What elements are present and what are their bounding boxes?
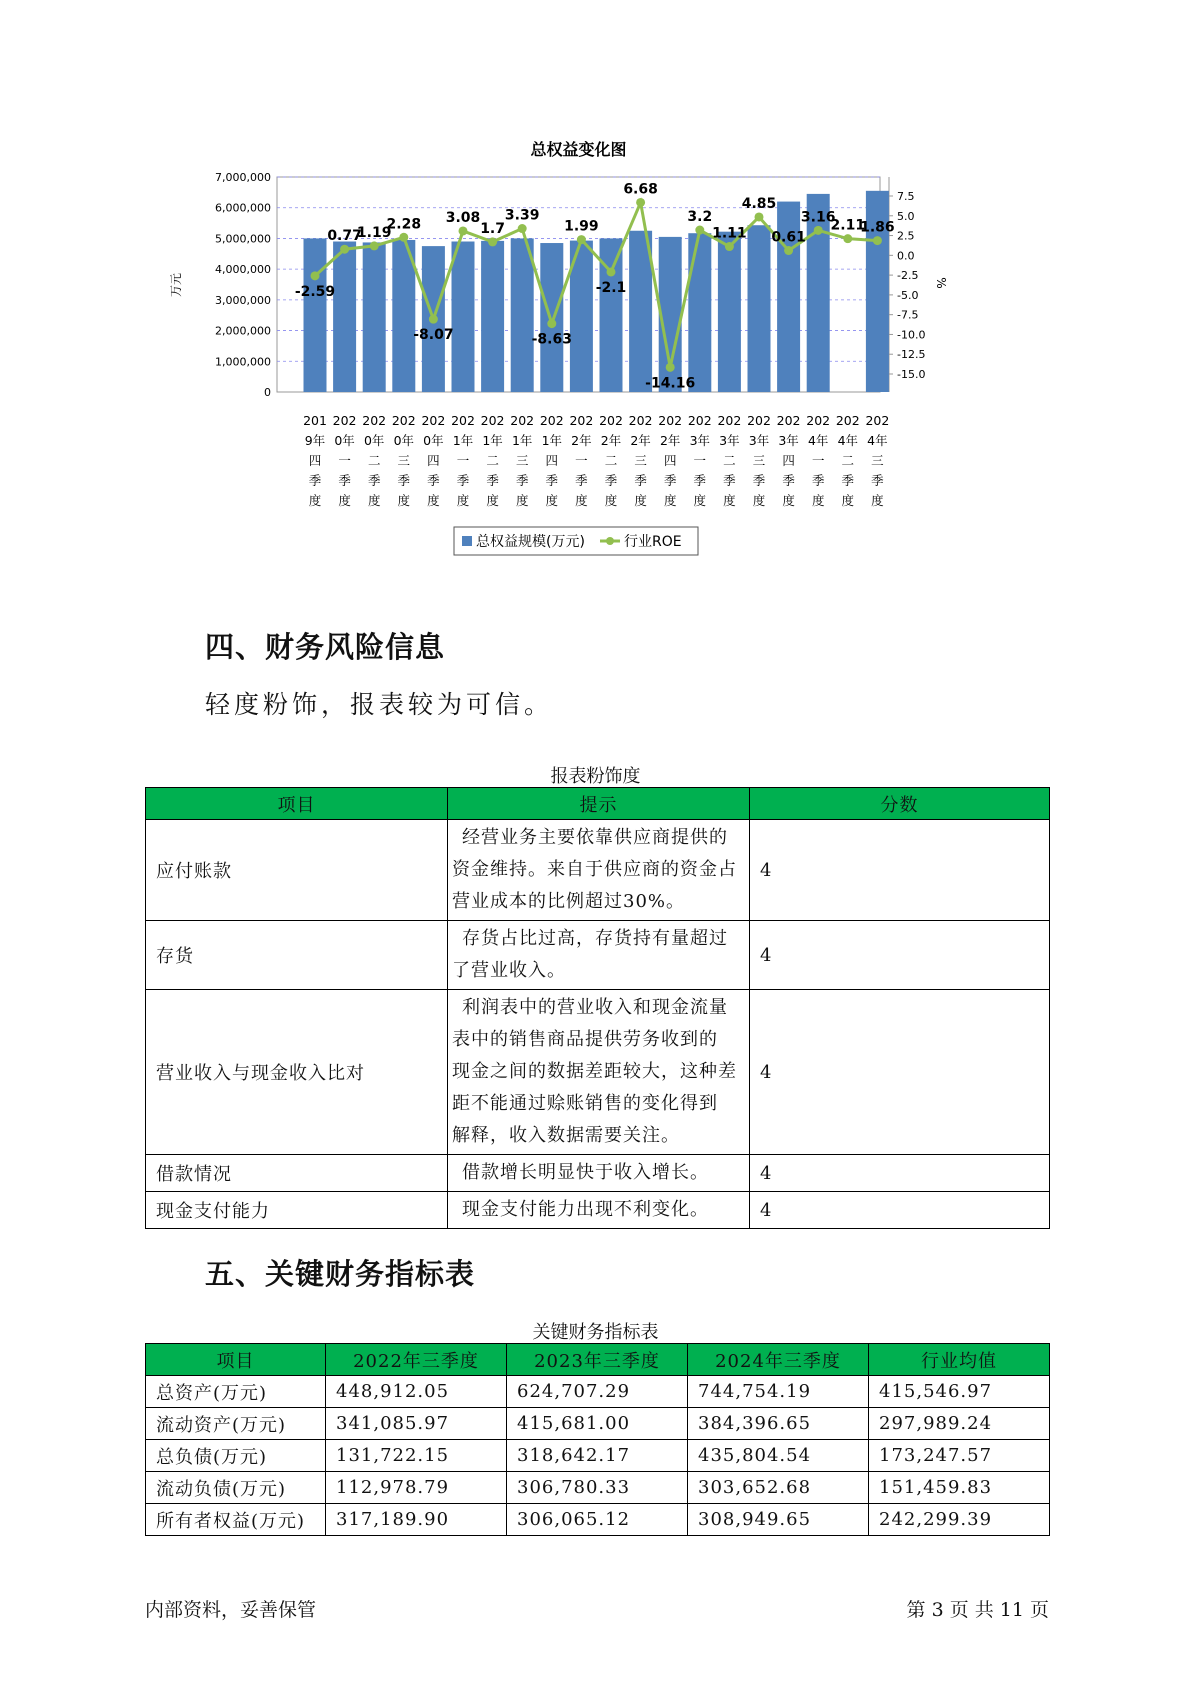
x-tick-label: 202 [658,413,683,428]
risk-tip-cell [448,990,750,1155]
x-tick-label: 二 [367,453,381,468]
x-tick-label: 一 [693,453,707,468]
risk-score-cell: 4 [750,921,1050,990]
y-tick-label: 3,000,000 [215,293,271,307]
y2-tick-label: 0.0 [897,249,915,263]
roe-data-label: 3.16 [800,209,836,226]
x-tick-label: 季 [782,473,795,488]
equity-bar [718,232,741,392]
equity-bar [304,238,327,392]
kpi-value-cell: 303,652.68 [688,1472,869,1504]
kpi-table-row [146,1408,1050,1440]
kpi-value-cell: 297,989.24 [869,1408,1050,1440]
x-tick-label: 1年 [452,433,474,448]
kpi-value-cell: 415,546.97 [869,1376,1050,1408]
x-tick-label: 度 [367,493,381,508]
x-tick-label: 四 [782,453,795,468]
risk-item-cell: 借款情况 [146,1155,448,1192]
x-tick-label: 202 [717,413,742,428]
x-tick-label: 度 [456,493,470,508]
x-tick-label: 季 [575,473,588,488]
x-tick-label: 二 [841,453,855,468]
x-tick-label: 季 [752,473,766,488]
y2-tick-label: -15.0 [897,368,926,381]
x-tick-label: 季 [811,473,825,488]
x-tick-label: 季 [723,473,736,488]
x-tick-label: 202 [332,413,357,428]
header-score: 分数 [750,788,1050,820]
x-tick-label: 度 [752,493,766,508]
x-tick-label: 202 [391,413,416,428]
equity-bar [540,243,563,392]
equity-chart [150,130,1050,600]
risk-tip-line: 存货占比过高，存货持有量超过 [462,928,728,949]
x-tick-label: 度 [782,493,795,508]
x-tick-label: 202 [510,413,535,428]
section-4-heading: 四、财务风险信息 [205,630,446,664]
y-tick-label: 6,000,000 [215,201,271,215]
y-tick-label: 5,000,000 [215,232,271,246]
risk-score-cell: 4 [750,820,1050,921]
y-tick-label: 4,000,000 [215,263,271,277]
x-tick-label: 一 [575,453,588,468]
roe-data-label: 2.11 [830,217,866,234]
y2-tick-label: 7.5 [897,190,915,203]
x-tick-label: 季 [456,473,470,488]
roe-data-label: -2.59 [294,283,336,300]
legend-line-marker [606,537,614,545]
x-tick-label: 度 [575,493,588,508]
risk-table-caption: 报表粉饰度 [550,766,641,787]
risk-tip-cell [448,820,750,921]
x-tick-label: 202 [687,413,712,428]
equity-bar [688,233,711,392]
x-tick-label: 度 [604,493,618,508]
header-item: 项目 [146,788,448,820]
risk-tip-line: 现金支付能力出现不利变化。 [462,1199,709,1220]
roe-data-label: -2.1 [595,279,627,296]
equity-bar [452,242,475,393]
x-tick-label: 4年 [867,433,888,448]
kpi-table-row [146,1504,1050,1536]
roe-point [459,226,468,235]
risk-tip-line: 营业成本的比例超过30%。 [452,891,686,912]
y2-tick-label: -2.5 [897,269,919,283]
x-tick-label: 季 [308,473,322,488]
x-tick-label: 3年 [778,433,799,448]
x-tick-label: 0年 [393,433,415,448]
risk-summary-text: 轻度粉饰，报表较为可信。 [205,690,554,719]
x-tick-label: 一 [811,453,825,468]
kpi-value-cell: 151,459.83 [869,1472,1050,1504]
kpi-value-cell: 131,722.15 [326,1440,507,1472]
kpi-header-2024q3: 2024年三季度 [688,1344,869,1376]
roe-point [370,241,379,250]
equity-bar [511,238,534,392]
roe-data-label: 1.19 [356,224,392,241]
risk-tip-line: 利润表中的营业收入和现金流量 [462,997,728,1018]
y-tick-label: 1,000,000 [215,355,271,369]
x-tick-label: 1年 [541,433,563,448]
equity-bar [363,242,386,392]
x-tick-label: 季 [604,473,618,488]
roe-point [666,363,675,372]
x-tick-label: 四 [663,453,677,468]
kpi-value-cell: 415,681.00 [507,1408,688,1440]
roe-point [399,233,408,242]
x-tick-label: 202 [776,413,801,428]
kpi-item-cell: 流动资产(万元) [146,1408,326,1440]
roe-point [636,198,645,207]
x-tick-label: 四 [308,453,322,468]
y-tick-label: 0 [264,386,271,399]
chart-title: 总权益变化图 [530,140,627,159]
kpi-item-cell: 总资产(万元) [146,1376,326,1408]
roe-data-label: 6.68 [623,181,658,198]
roe-data-label: 1.99 [564,218,599,235]
risk-tip-line: 距不能通过赊账销售的变化得到 [452,1093,718,1114]
x-tick-label: 一 [338,453,351,468]
y-tick-label: 7,000,000 [215,171,271,184]
equity-bar [333,242,356,393]
kpi-value-cell: 624,707.29 [507,1376,688,1408]
kpi-table [145,1343,1050,1536]
roe-point [843,234,852,243]
roe-point [725,242,734,251]
roe-data-label: -14.16 [645,375,696,392]
kpi-value-cell: 308,949.65 [688,1504,869,1536]
kpi-value-cell: 242,299.39 [869,1504,1050,1536]
x-tick-label: 0年 [363,433,385,448]
y2-axis-label: % [934,277,948,289]
roe-data-label: 3.2 [687,209,713,226]
legend-bar-swatch [462,536,472,546]
x-tick-label: 三 [397,453,411,468]
risk-table-header [146,788,1050,820]
risk-table-row [146,921,1050,990]
risk-tip-line: 表中的销售商品提供劳务收到的 [452,1029,718,1050]
roe-point [429,315,438,324]
roe-data-label: 1.86 [860,219,895,236]
x-tick-label: 202 [599,413,623,428]
x-tick-label: 4年 [837,433,859,448]
section-5-heading: 五、关键财务指标表 [205,1257,476,1291]
x-tick-label: 季 [515,473,529,488]
x-tick-label: 季 [367,473,381,488]
risk-item-cell: 营业收入与现金收入比对 [146,990,448,1155]
x-tick-label: 度 [308,493,322,508]
x-tick-label: 度 [338,493,351,508]
x-tick-label: 度 [811,493,825,508]
x-tick-label: 202 [569,413,594,428]
roe-point [607,267,616,276]
risk-item-cell: 存货 [146,921,448,990]
x-tick-label: 2年 [600,433,622,448]
x-tick-label: 2年 [630,433,651,448]
kpi-value-cell: 435,804.54 [688,1440,869,1472]
y2-tick-label: 5.0 [897,209,915,223]
risk-tip-line: 解释，收入数据需要关注。 [452,1125,680,1146]
x-tick-label: 季 [397,473,411,488]
x-tick-label: 二 [486,453,499,468]
header-tip: 提示 [448,788,750,820]
roe-data-label: 1.11 [712,225,747,242]
footer-page-number: 第 3 页 共 11 页 [906,1599,1049,1621]
risk-table [145,787,1050,1229]
x-tick-label: 202 [421,413,446,428]
x-tick-label: 四 [427,453,440,468]
roe-point [873,236,882,245]
x-tick-label: 1年 [511,433,533,448]
x-tick-label: 三 [752,453,766,468]
x-tick-label: 季 [871,473,884,488]
x-tick-label: 季 [663,473,677,488]
roe-data-label: 3.39 [504,207,540,224]
x-tick-label: 度 [397,493,411,508]
risk-item-cell: 现金支付能力 [146,1192,448,1229]
x-tick-label: 季 [427,473,440,488]
x-tick-label: 4年 [807,433,829,448]
x-tick-label: 202 [480,413,505,428]
x-tick-label: 度 [693,493,707,508]
x-tick-label: 202 [451,413,475,428]
kpi-header-industry-avg: 行业均值 [869,1344,1050,1376]
x-tick-label: 2年 [659,433,681,448]
x-tick-label: 季 [693,473,707,488]
risk-tip-line: 借款增长明显快于收入增长。 [462,1162,709,1183]
x-tick-label: 度 [634,493,647,508]
risk-score-cell: 4 [750,1155,1050,1192]
risk-table-row [146,820,1050,921]
y2-tick-label: -12.5 [897,348,926,362]
x-tick-label: 度 [663,493,677,508]
roe-point [340,245,349,254]
kpi-value-cell: 448,912.05 [326,1376,507,1408]
roe-point [488,237,497,246]
x-tick-label: 2年 [571,433,592,448]
x-tick-label: 202 [628,413,653,428]
x-tick-label: 度 [427,493,440,508]
kpi-table-row [146,1440,1050,1472]
x-tick-label: 季 [545,473,559,488]
x-tick-label: 三 [515,453,529,468]
x-tick-label: 202 [539,413,564,428]
x-tick-label: 度 [841,493,855,508]
legend-bar-label: 总权益规模(万元) [476,534,585,550]
x-tick-label: 二 [723,453,736,468]
kpi-table-row [146,1472,1050,1504]
kpi-value-cell: 173,247.57 [869,1440,1050,1472]
risk-tip-cell [448,1155,750,1192]
y2-tick-label: -5.0 [897,288,919,302]
kpi-item-cell: 流动负债(万元) [146,1472,326,1504]
x-tick-label: 0年 [334,433,355,448]
roe-data-label: 2.28 [386,216,422,233]
x-tick-label: 四 [545,453,559,468]
kpi-header-2022q3: 2022年三季度 [326,1344,507,1376]
roe-point [311,271,320,280]
x-tick-label: 三 [634,453,647,468]
kpi-item-cell: 总负债(万元) [146,1440,326,1472]
x-tick-label: 202 [747,413,771,428]
kpi-table-header [146,1344,1050,1376]
kpi-value-cell: 318,642.17 [507,1440,688,1472]
x-tick-label: 202 [865,413,890,428]
x-tick-label: 一 [456,453,470,468]
footer-confidential: 内部资料，妥善保管 [145,1599,317,1621]
x-tick-label: 季 [634,473,647,488]
x-tick-label: 3年 [719,433,740,448]
risk-tip-line: 现金之间的数据差距较大，这种差 [452,1061,737,1082]
kpi-table-row [146,1376,1050,1408]
risk-item-cell: 应付账款 [146,820,448,921]
x-tick-label: 202 [362,413,387,428]
y2-tick-label: -10.0 [897,328,926,342]
y2-tick-label: 2.5 [897,229,915,243]
x-tick-label: 度 [723,493,736,508]
x-tick-label: 度 [545,493,559,508]
x-tick-label: 0年 [423,433,444,448]
kpi-value-cell: 306,780.33 [507,1472,688,1504]
kpi-value-cell: 384,396.65 [688,1408,869,1440]
roe-point [814,226,823,235]
x-tick-label: 202 [835,413,860,428]
roe-point [755,212,764,221]
roe-data-label: 0.77 [327,228,362,245]
roe-point [695,226,704,235]
roe-data-label: -8.63 [531,331,572,348]
roe-point [784,246,793,255]
x-tick-label: 3年 [748,433,770,448]
risk-tip-line: 经营业务主要依靠供应商提供的 [462,827,728,848]
kpi-value-cell: 744,754.19 [688,1376,869,1408]
risk-tip-line: 了营业收入。 [452,960,566,981]
x-tick-label: 季 [338,473,351,488]
x-tick-label: 季 [486,473,499,488]
roe-point [518,224,527,233]
kpi-header-item: 项目 [146,1344,326,1376]
kpi-value-cell: 317,189.90 [326,1504,507,1536]
x-tick-label: 度 [515,493,529,508]
y2-tick-label: -7.5 [897,308,919,322]
x-tick-label: 9年 [304,433,326,448]
x-tick-label: 季 [841,473,855,488]
risk-tip-cell [448,921,750,990]
x-tick-label: 3年 [689,433,711,448]
roe-data-label: 3.08 [445,209,481,226]
roe-data-label: 1.7 [480,220,506,237]
roe-data-label: -8.07 [413,327,454,344]
kpi-item-cell: 所有者权益(万元) [146,1504,326,1536]
kpi-value-cell: 341,085.97 [326,1408,507,1440]
risk-table-row [146,1155,1050,1192]
x-tick-label: 201 [303,413,327,428]
kpi-value-cell: 306,065.12 [507,1504,688,1536]
roe-data-label: 0.61 [771,229,806,246]
x-tick-label: 二 [604,453,618,468]
roe-data-label: 4.85 [741,195,777,212]
x-tick-label: 三 [871,453,884,468]
x-tick-label: 202 [806,413,831,428]
x-tick-label: 1年 [482,433,503,448]
x-tick-label: 度 [871,493,884,508]
kpi-table-caption: 关键财务指标表 [532,1322,659,1343]
risk-tip-cell [448,1192,750,1229]
risk-score-cell: 4 [750,990,1050,1155]
risk-tip-line: 资金维持。来自于供应商的资金占 [452,859,737,880]
risk-table-row [146,990,1050,1155]
y-axis-label: 万元 [169,272,183,298]
kpi-header-2023q3: 2023年三季度 [507,1344,688,1376]
equity-bar [481,241,504,392]
x-tick-label: 度 [486,493,499,508]
risk-table-row [146,1192,1050,1229]
y-tick-label: 2,000,000 [215,324,271,338]
roe-point [547,319,556,328]
kpi-value-cell: 112,978.79 [326,1472,507,1504]
legend-line-label: 行业ROE [624,534,682,550]
risk-score-cell: 4 [750,1192,1050,1229]
equity-bar [748,225,771,392]
roe-point [577,235,586,244]
